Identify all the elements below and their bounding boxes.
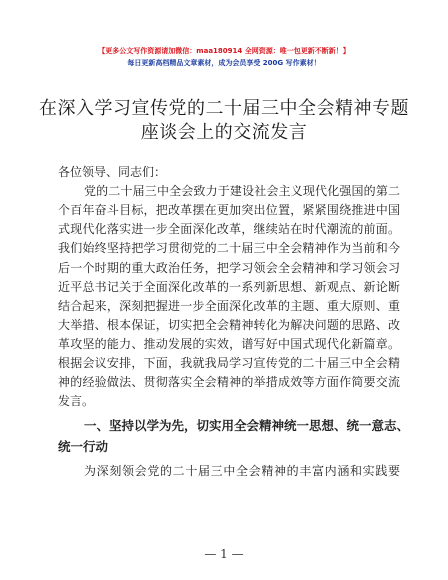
body-line: 式现代化落实进一步全面深化改革，继续站在时代潮流的前面。	[58, 222, 400, 236]
body-line: 发言。	[58, 394, 95, 408]
promo-banner-red: 【更多公文写作资源请加微信：maa180914 全网资源：唯一包更新不断新！】	[98, 47, 350, 55]
body-line: 大举措、根本保证，切实把全会精神转化为解决问题的思路、改	[58, 318, 400, 332]
salutation: 各位领导、同志们：	[58, 165, 167, 179]
body-line: 我们始终坚持把学习贯彻党的二十届三中全会精神作为当前和今	[58, 241, 400, 255]
document-title	[0, 97, 448, 145]
section-heading-line-1: 一、坚持以学为先，切实用全会精神统一思想、统一意志、	[84, 419, 410, 433]
body-line: 后一个时期的重大政治任务，把学习领会全会精神和学习领会习	[58, 261, 400, 275]
promo-banner-blue: 每日更新高档精品文章素材，成为会员享受 200G 写作素材！	[127, 59, 321, 67]
title-line-2: 座谈会上的交流发言	[140, 122, 308, 143]
body-line: 革攻坚的能力、推动发展的实效，谱写好中国式现代化新篇章。	[58, 337, 400, 351]
body-line: 个百年奋斗目标，把改革摆在更加突出位置，紧紧围绕推进中国	[58, 203, 400, 217]
page-number: — 1 —	[204, 547, 244, 561]
title-line-1: 在深入学习宣传党的二十届三中全会精神专题	[39, 98, 409, 119]
body-line: 近平总书记关于全面深化改革的一系列新思想、新观点、新论断	[58, 280, 400, 294]
body-line: 神的经验做法、贯彻落实全会精神的举措成效等方面作简要交流	[58, 375, 400, 389]
body-line: 党的二十届三中全会致力于建设社会主义现代化强国的第二	[84, 184, 400, 198]
body-line: 为深刻领会党的二十届三中全会精神的丰富内涵和实践要	[84, 464, 400, 478]
body-line: 根据会议安排，下面，我就我局学习宣传党的二十届三中全会精	[58, 356, 400, 370]
section-heading-line-2: 统一行动	[58, 440, 109, 454]
body-line: 结合起来，深刻把握进一步全面深化改革的主题、重大原则、重	[58, 299, 400, 313]
